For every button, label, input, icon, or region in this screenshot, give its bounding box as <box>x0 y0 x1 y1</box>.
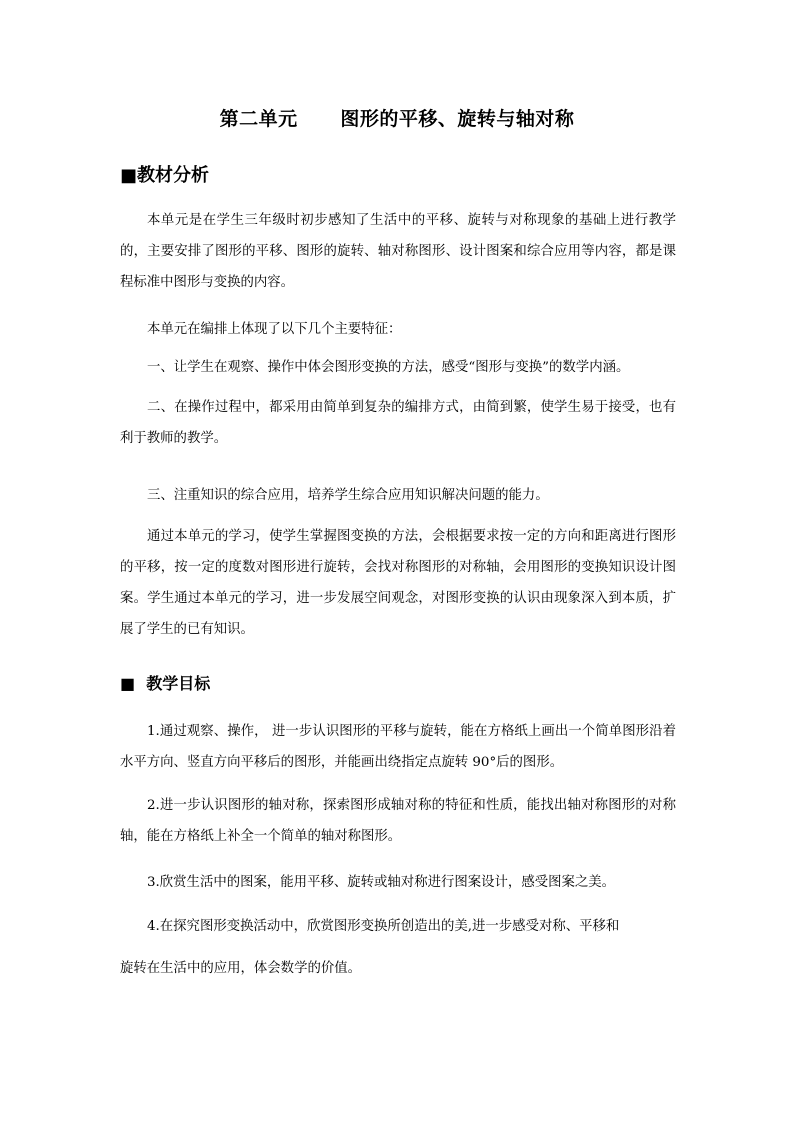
goal-item: 4.在探究图形变换活动中，欣赏图形变换所创造出的美,进一步感受对称、平移和 <box>147 919 620 934</box>
section-heading-teaching-goals: ■ 教学目标 <box>120 674 211 693</box>
paragraph: 本单元在编排上体现了以下几个主要特征： <box>147 322 402 337</box>
document-title: 第二单元 图形的平移、旋转与轴对称 <box>219 108 575 130</box>
goal-item: 3.欣赏生活中的图案，能用平移、旋转或轴对称进行图案设计，感受图案之美。 <box>147 875 616 890</box>
goal-item: 2.进一步认识图形的轴对称，探索图形成轴对称的特征和性质，能找出轴对称图形的对称轴，能在方格纸上补全一个简单的轴对称图形。 <box>120 798 676 844</box>
paragraph: 三、注重知识的综合应用，培养学生综合应用知识解决问题的能力。 <box>147 488 549 503</box>
paragraph: 一、让学生在观察、操作中体会图形变换的方法，感受“图形与变换”的数学内涵。 <box>147 360 630 375</box>
goal-item-continuation: 旋转在生活中的应用，体会数学的价值。 <box>120 961 362 976</box>
paragraph: 二、在操作过程中，都采用由简单到复杂的编排方式，由简到繁，使学生易于接受，也有利于教师的教学。 <box>120 400 676 446</box>
paragraph: 通过本单元的学习，使学生掌握图变换的方法，会根据要求按一定的方向和距离进行图形的平移，按一定的度数对图形进行旋转，会找对称图形的对称轴，会用图形的变换知识设计图案。学生通过本单元的学习，进一步发展空间观念，对图形变换的认识由现象深入到本质，扩展了学生的已有知识。 <box>120 529 676 637</box>
section-heading-textbook-analysis: ■教材分析 <box>120 165 210 186</box>
paragraph: 本单元是在学生三年级时初步感知了生活中的平移、旋转与对称现象的基础上进行教学的，主要安排了图形的平移、图形的旋转、轴对称图形、设计图案和综合应用等内容，都是课程标准中图形与变换的内容。 <box>120 213 676 290</box>
goal-item: 1.通过观察、操作， 进一步认识图形的平移与旋转，能在方格纸上画出一个简单图形沿着水平方向、竖直方向平移后的图形，并能画出绕指定点旋转 90°后的图形。 <box>120 724 676 770</box>
